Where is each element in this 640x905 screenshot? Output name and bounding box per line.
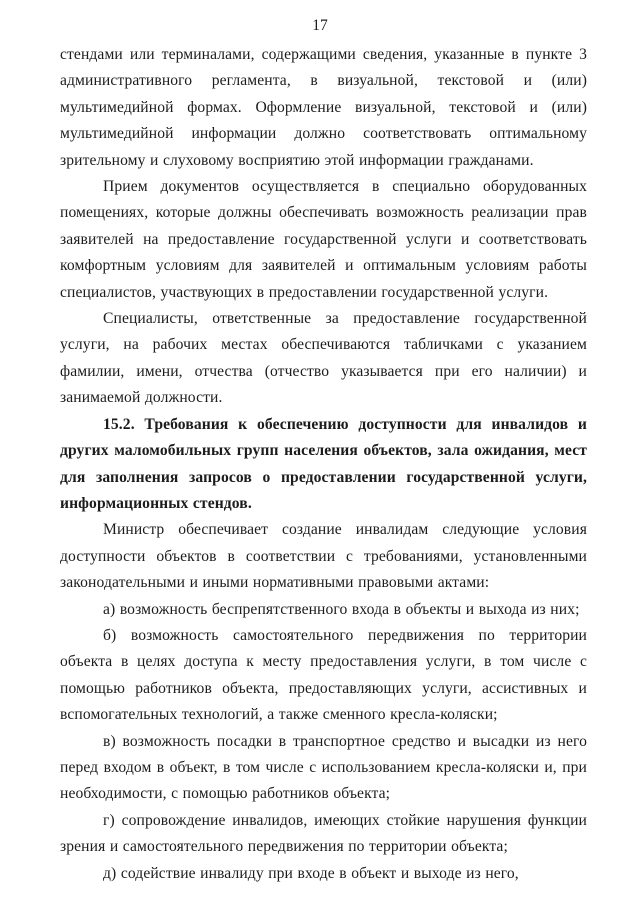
page-number: 17 [312, 17, 328, 34]
list-item-g: г) сопровождение инвалидов, имеющих стойкие нарушения функции зрения и самостоятельного передвижения по территории объекта; [60, 811, 587, 856]
paragraph-specialists-nameplates: Специалисты, ответственные за предоставление государственной услуги, на рабочих местах обеспечиваются табличками с указанием фамилии, имени, отчества (отчество указывается при его наличии) и занимаемой должности. [60, 310, 587, 407]
list-item-d: д) содействие инвалиду при входе в объект и выходе из него, [103, 864, 519, 882]
paragraph-minister-provides: Министр обеспечивает создание инвалидам следующие условия доступности объектов в соответствии с требованиями, установленными законодательными и иными нормативными правовыми актами: [60, 521, 587, 592]
paragraph-reception-of-documents: Прием документов осуществляется в специально оборудованных помещениях, которые должны обеспечивать возможность реализации прав заявителей на предоставление государственной услуги и соответствовать комфортным условиям для заявителей и оптимальным условиям работы специалистов, участвующих в предоставлении государственной услуги. [60, 178, 587, 301]
document-body [60, 42, 587, 887]
section-heading-15-2: 15.2. Требования к обеспечению доступности для инвалидов и других маломобильных групп населения объектов, зала ожидания, мест для заполнения запросов о предоставлении государственной услуги, информационных стендов. [60, 415, 587, 512]
list-item-v: в) возможность посадки в транспортное средство и высадки из него перед входом в объект, в том числе с использованием кресла-коляски и, при необходимости, с помощью работников объекта; [60, 732, 587, 803]
list-item-b: б) возможность самостоятельного передвижения по территории объекта в целях доступа к месту предоставления услуги, в том числе с помощью работников объекта, предоставляющих услуги, ассистивных и вспомогательных технологий, а также сменного кресла-коляски; [60, 626, 587, 724]
list-item-a: а) возможность беспрепятственного входа в объекты и выхода из них; [103, 600, 580, 618]
paragraph-continuation: стендами или терминалами, содержащими сведения, указанные в пункте 3 административного регламента, в визуальной, текстовой и (или) мультимедийной формах. Оформление визуальной, текстовой и (или) мультимедийной информации должно соответствовать оптимальному зрительному и слуховому восприятию этой информации гражданами. [60, 46, 587, 169]
